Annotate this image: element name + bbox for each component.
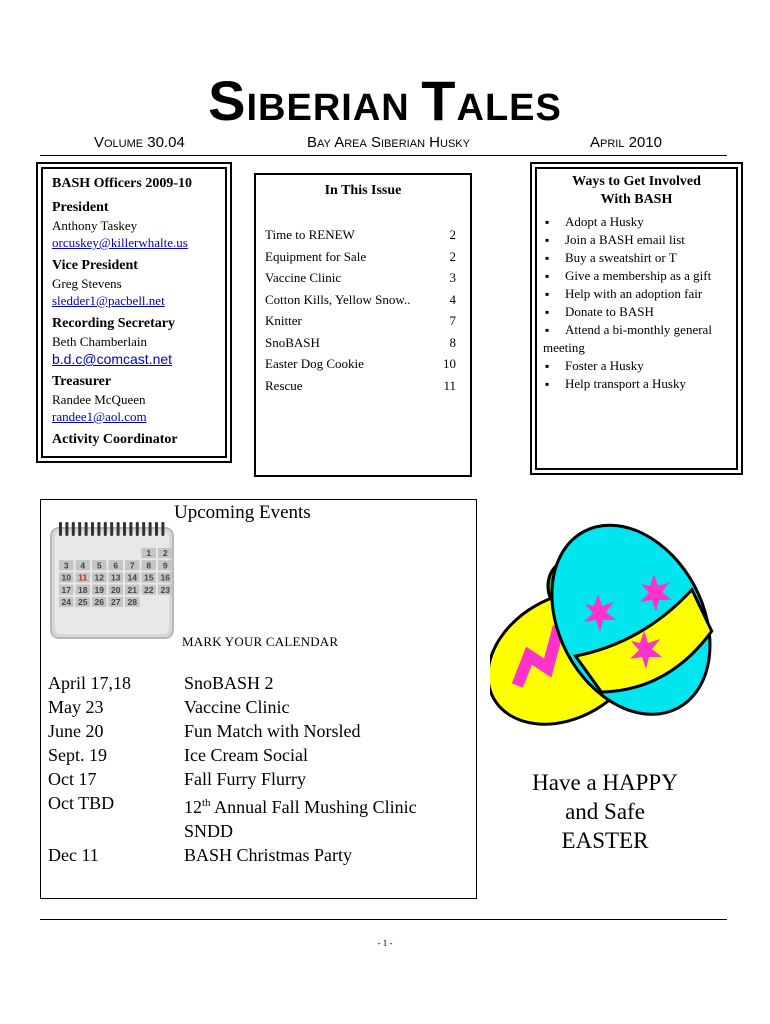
calendar-day <box>59 572 74 582</box>
issue-item: Knitter 7 <box>265 313 456 328</box>
calendar-day <box>76 572 91 582</box>
in-this-issue-title: In This Issue <box>324 183 402 198</box>
calendar-ring <box>155 522 158 536</box>
calendar-ring <box>136 522 139 536</box>
calendar-ring <box>78 522 81 536</box>
calendar-day <box>109 560 124 570</box>
calendar-day <box>125 560 140 570</box>
issue-item: Time to RENEW 2 <box>265 227 456 242</box>
calendar-page-inner <box>55 532 169 634</box>
officer-name: Beth Chamberlain <box>52 334 147 349</box>
easter-greeting: Have a HAPPY and Safe EASTER <box>532 770 678 853</box>
calendar-day <box>142 572 157 582</box>
calendar-day <box>158 585 173 595</box>
calendar-day <box>76 560 91 570</box>
event-row: SNDD <box>184 821 234 841</box>
issue-item: Equipment for Sale 2 <box>265 248 456 264</box>
calendar-day <box>59 560 74 570</box>
officer-role: Vice President <box>52 258 138 273</box>
issue-item: SnoBASH 8 <box>265 334 456 350</box>
calendar-ring <box>97 522 100 536</box>
svg-text:9: 9 <box>162 560 168 571</box>
officer-email-link[interactable]: randee1@aol.com <box>52 409 147 424</box>
svg-text:21: 21 <box>127 584 137 595</box>
ways-item: ▪ Attend a bi-monthly general meeting <box>543 321 730 357</box>
calendar-ring <box>104 522 107 536</box>
calendar-icon <box>49 522 177 640</box>
officer-email-link[interactable]: orcuskey@killerwhalte.us <box>52 235 188 250</box>
calendar-day <box>92 560 107 570</box>
ways-to-get-involved-box <box>530 162 743 475</box>
officer-role: Treasurer <box>52 374 112 389</box>
upcoming-events-title: Upcoming Events <box>174 502 311 523</box>
svg-text:27: 27 <box>111 597 121 607</box>
svg-text:26: 26 <box>94 597 104 607</box>
svg-text:7: 7 <box>129 560 135 571</box>
svg-text:12: 12 <box>94 572 104 583</box>
ways-item: ▪ Help with an adoption fair <box>543 285 730 303</box>
mark-your-calendar-label: MARK YOUR CALENDAR <box>182 634 339 649</box>
calendar-day <box>158 548 173 558</box>
calendar-day <box>142 585 157 595</box>
ways-item: ▪ Help transport a Husky <box>543 375 730 393</box>
calendar-ring <box>65 522 68 536</box>
calendar-ring <box>91 522 94 536</box>
easter-eggs-icon <box>490 508 720 768</box>
calendar-day <box>125 597 140 607</box>
calendar-ring <box>149 522 152 536</box>
calendar-ring <box>161 522 164 536</box>
issue-item: Easter Dog Cookie 10 <box>265 356 456 371</box>
event-row: May 23 Vaccine Clinic <box>48 697 290 717</box>
svg-text:20: 20 <box>111 584 121 595</box>
svg-text:17: 17 <box>61 584 71 595</box>
ways-title: Ways to Get Involved With BASH <box>572 174 701 207</box>
svg-text:13: 13 <box>111 572 121 583</box>
officers-box <box>36 162 232 463</box>
calendar-day <box>59 597 74 607</box>
officer-role: Recording Secretary <box>52 316 175 331</box>
svg-text:25: 25 <box>78 597 88 607</box>
svg-text:11: 11 <box>78 572 88 583</box>
calendar-day <box>109 597 124 607</box>
svg-text:18: 18 <box>78 584 88 595</box>
svg-text:22: 22 <box>144 584 154 595</box>
svg-text:6: 6 <box>113 560 119 571</box>
event-row: Oct TBD 12th Annual Fall Mushing Clinic <box>48 793 417 817</box>
officer-email-link[interactable]: sledder1@pacbell.net <box>52 293 165 308</box>
officer-name: Anthony Taskey <box>52 218 138 233</box>
svg-text:5: 5 <box>96 560 102 571</box>
event-row: April 17,18 SnoBASH 2 <box>48 673 274 693</box>
issue-list <box>265 224 456 396</box>
event-row: Oct 17 Fall Furry Flurry <box>48 769 307 789</box>
officer-name: Randee McQueen <box>52 392 146 407</box>
calendar-ring <box>123 522 126 536</box>
ways-item: ▪ Join a BASH email list <box>543 231 730 249</box>
calendar-day <box>92 597 107 607</box>
calendar-day <box>142 548 157 558</box>
event-row: Dec 11 BASH Christmas Party <box>48 845 353 865</box>
officer-role: President <box>52 200 109 215</box>
ways-item: ▪ Donate to BASH <box>543 303 730 321</box>
calendar-ring <box>72 522 75 536</box>
svg-text:24: 24 <box>61 597 71 607</box>
svg-text:28: 28 <box>127 597 137 607</box>
calendar-ring <box>85 522 88 536</box>
issue-item: Cotton Kills, Yellow Snow.. 4 <box>265 291 456 307</box>
calendar-ring <box>142 522 145 536</box>
calendar-day <box>142 560 157 570</box>
calendar-day <box>125 585 140 595</box>
organization-name: Bay Area Siberian Husky <box>307 134 470 151</box>
calendar-day <box>76 597 91 607</box>
svg-text:8: 8 <box>146 560 152 571</box>
officer-name: Greg Stevens <box>52 276 122 291</box>
officer-role: Activity Coordinator <box>52 432 178 447</box>
calendar-ring <box>117 522 120 536</box>
event-row: Sept. 19 Ice Cream Social <box>48 745 308 765</box>
calendar-ring <box>110 522 113 536</box>
issue-date: April 2010 <box>590 134 662 151</box>
ways-item: ▪ Adopt a Husky <box>543 213 730 231</box>
page-number: - 1 - <box>377 938 393 948</box>
svg-text:15: 15 <box>144 572 154 583</box>
svg-text:2: 2 <box>162 548 168 559</box>
masthead-divider <box>40 155 727 156</box>
svg-text:10: 10 <box>61 572 71 583</box>
officer-email-link[interactable]: b.d.c@comcast.net <box>52 351 173 367</box>
calendar-day <box>76 585 91 595</box>
officers-header: BASH Officers 2009-10 <box>52 176 192 191</box>
calendar-day <box>158 572 173 582</box>
svg-text:23: 23 <box>160 584 170 595</box>
event-row: June 20 Fun Match with Norsled <box>48 721 361 741</box>
calendar-ring <box>59 522 62 536</box>
newsletter-title: SIBERIAN TALES <box>208 69 562 132</box>
footer-divider <box>40 919 727 920</box>
issue-item: Rescue 11 <box>265 377 456 393</box>
calendar-day <box>59 585 74 595</box>
calendar-day <box>109 572 124 582</box>
calendar-day <box>109 585 124 595</box>
svg-text:1: 1 <box>146 548 152 559</box>
in-this-issue-box <box>254 173 472 477</box>
volume-number: Volume 30.04 <box>94 134 185 151</box>
svg-text:3: 3 <box>63 560 69 571</box>
calendar-ring <box>129 522 132 536</box>
event-list <box>48 671 474 867</box>
svg-text:14: 14 <box>127 572 137 583</box>
svg-text:19: 19 <box>94 584 104 595</box>
issue-item: Vaccine Clinic 3 <box>265 270 456 285</box>
calendar-day <box>125 572 140 582</box>
calendar-day <box>92 585 107 595</box>
svg-text:4: 4 <box>80 560 86 571</box>
ways-item: ▪ Foster a Husky <box>543 357 730 375</box>
svg-text:16: 16 <box>160 572 170 583</box>
calendar-day <box>92 572 107 582</box>
ways-list <box>543 213 730 393</box>
ways-item: ▪ Buy a sweatshirt or T <box>543 249 730 267</box>
calendar-day <box>158 560 173 570</box>
ways-item: ▪ Give a membership as a gift <box>543 267 730 285</box>
